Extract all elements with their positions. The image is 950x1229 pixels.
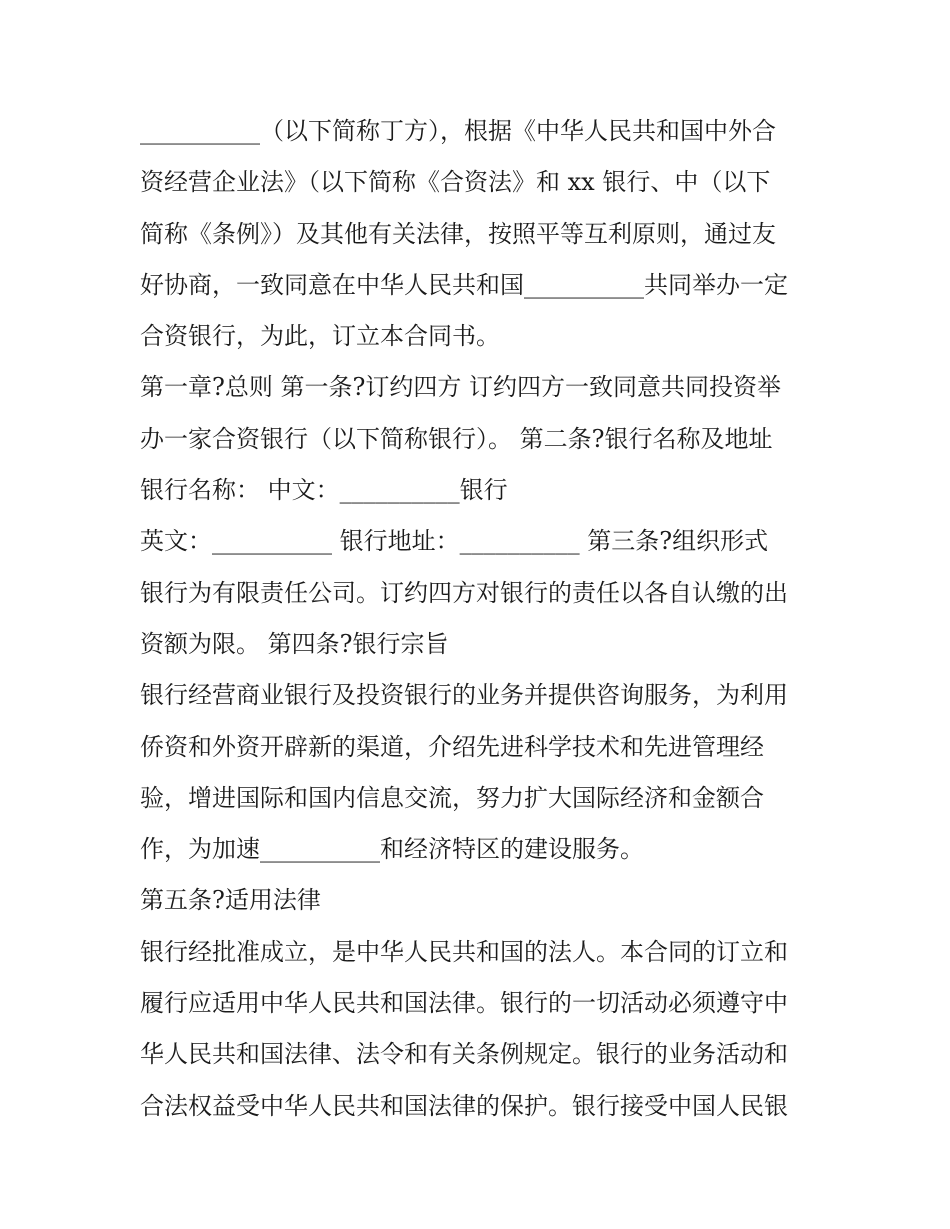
- text-line: 银行经营商业银行及投资银行的业务并提供咨询服务，为利用: [140, 681, 788, 710]
- text-line: 简称《条例》）及其他有关法律，按照平等互利原则，通过友: [140, 219, 776, 248]
- text-line: 验，增进国际和国内信息交流，努力扩大国际经济和金额合: [140, 783, 764, 812]
- text-line: 好协商，一致同意在中华人民共和国__________共同举办一定: [140, 270, 788, 299]
- text-line: 侨资和外资开辟新的渠道，介绍先进科学技术和先进管理经: [140, 732, 764, 761]
- text-line: 第一章?总则 第一条?订约四方 订约四方一致同意共同投资举: [140, 373, 781, 402]
- text-line: 资经营企业法》（以下简称《合资法》和 xx 银行、中（以下: [140, 168, 771, 197]
- text-line: 办一家合资银行（以下简称银行）。 第二条?银行名称及地址: [140, 424, 773, 453]
- text-line: 银行为有限责任公司。订约四方对银行的责任以各自认缴的出: [140, 578, 788, 607]
- text-line: 银行经批准成立，是中华人民共和国的法人。本合同的订立和: [140, 937, 788, 966]
- text-line: 第五条?适用法律: [140, 886, 321, 915]
- text-line: 作，为加速__________和经济特区的建设服务。: [140, 835, 644, 864]
- text-line: 履行应适用中华人民共和国法律。银行的一切活动必须遵守中: [140, 989, 788, 1018]
- text-line: 银行名称： 中文：__________银行: [140, 476, 508, 505]
- text-line: __________（以下简称丁方），根据《中华人民共和国中外合: [140, 117, 776, 145]
- text-line: 资额为限。 第四条?银行宗旨: [140, 629, 449, 658]
- text-line: 英文：__________ 银行地址：__________ 第三条?组织形式: [140, 527, 769, 556]
- text-line: 合资银行，为此，订立本合同书。: [140, 322, 500, 351]
- text-line: 华人民共和国法律、法令和有关条例规定。银行的业务活动和: [140, 1040, 788, 1069]
- text-line: 合法权益受中华人民共和国法律的保护。银行接受中国人民银: [140, 1091, 788, 1120]
- document-body: [140, 106, 812, 1132]
